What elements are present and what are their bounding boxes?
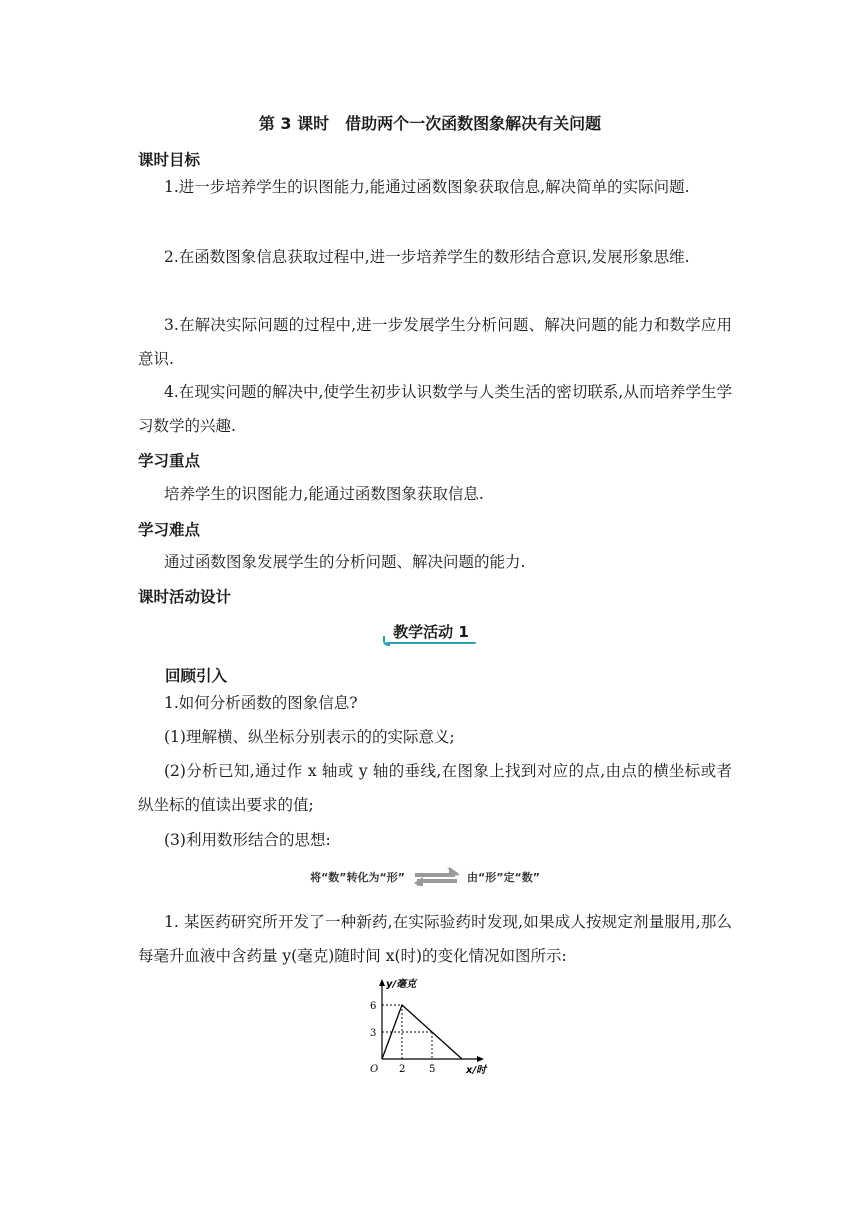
shape-to-number-label: 由“形”定“数” [467,871,540,884]
goal-item-2: 2.在函数图象信息获取过程中,进一步培养学生的数形结合意识,发展形象思维. [164,248,690,266]
goal-item-3: 3.在解决实际问题的过程中,进一步发展学生分析问题、解决问题的能力和数学应用意识. [138,316,732,368]
number-to-shape-label: 将“数”转化为“形” [310,871,405,884]
activity-banner: 教学活动 1 [393,623,469,641]
activity-design-heading: 课时活动设计 [138,588,232,606]
goals-heading: 课时目标 [138,151,201,169]
difficulty-heading: 学习难点 [138,521,201,539]
question-1: 1.如何分析函数的图象信息? [164,694,358,712]
x-tick-5: 5 [429,1064,436,1075]
goal-item-4: 4.在现实问题的解决中,使学生初步认识数学与人类生活的密切联系,从而培养学生学习数学的兴趣. [138,383,732,435]
problem-text: 1. 某医药研究所开发了一种新药,在实际验药时发现,如果成人按规定剂量服用,那么每毫升血液中含药量 y(毫克)随时间 x(时)的变化情况如图所示: [138,913,732,965]
step-1: (1)理解横、纵坐标分别表示的的实际意义; [164,728,455,746]
y-tick-6: 6 [370,1001,377,1012]
x-tick-2: 2 [399,1064,406,1075]
key-point-text: 培养学生的识图能力,能通过函数图象获取信息. [164,485,484,503]
key-point-heading: 学习重点 [138,452,201,470]
banner-hook [383,636,390,646]
page-title: 第 3 课时 借助两个一次函数图象解决有关问题 [258,114,602,133]
difficulty-text: 通过函数图象发展学生的分析问题、解决问题的能力. [164,553,526,571]
goal-item-1: 1.进一步培养学生的识图能力,能通过函数图象获取信息,解决简单的实际问题. [164,178,690,196]
drug-concentration-graph [362,975,502,1080]
y-axis-label: y/毫克 [386,979,417,990]
x-axis-arrow [477,1056,484,1062]
review-heading: 回顾引入 [165,667,228,685]
y-axis-arrow [379,979,385,986]
step-2: (2)分析已知,通过作 x 轴或 y 轴的垂线,在图象上找到对应的点,由点的横坐标或者纵坐标的值读出要求的值; [138,762,732,814]
x-axis-label: x/时 [466,1065,487,1076]
double-arrow-icon [411,866,461,886]
y-tick-3: 3 [370,1028,377,1039]
banner-underline [386,642,476,644]
origin-label: O [370,1064,379,1075]
step-3: (3)利用数形结合的思想: [164,831,331,849]
conversion-diagram [0,866,860,886]
